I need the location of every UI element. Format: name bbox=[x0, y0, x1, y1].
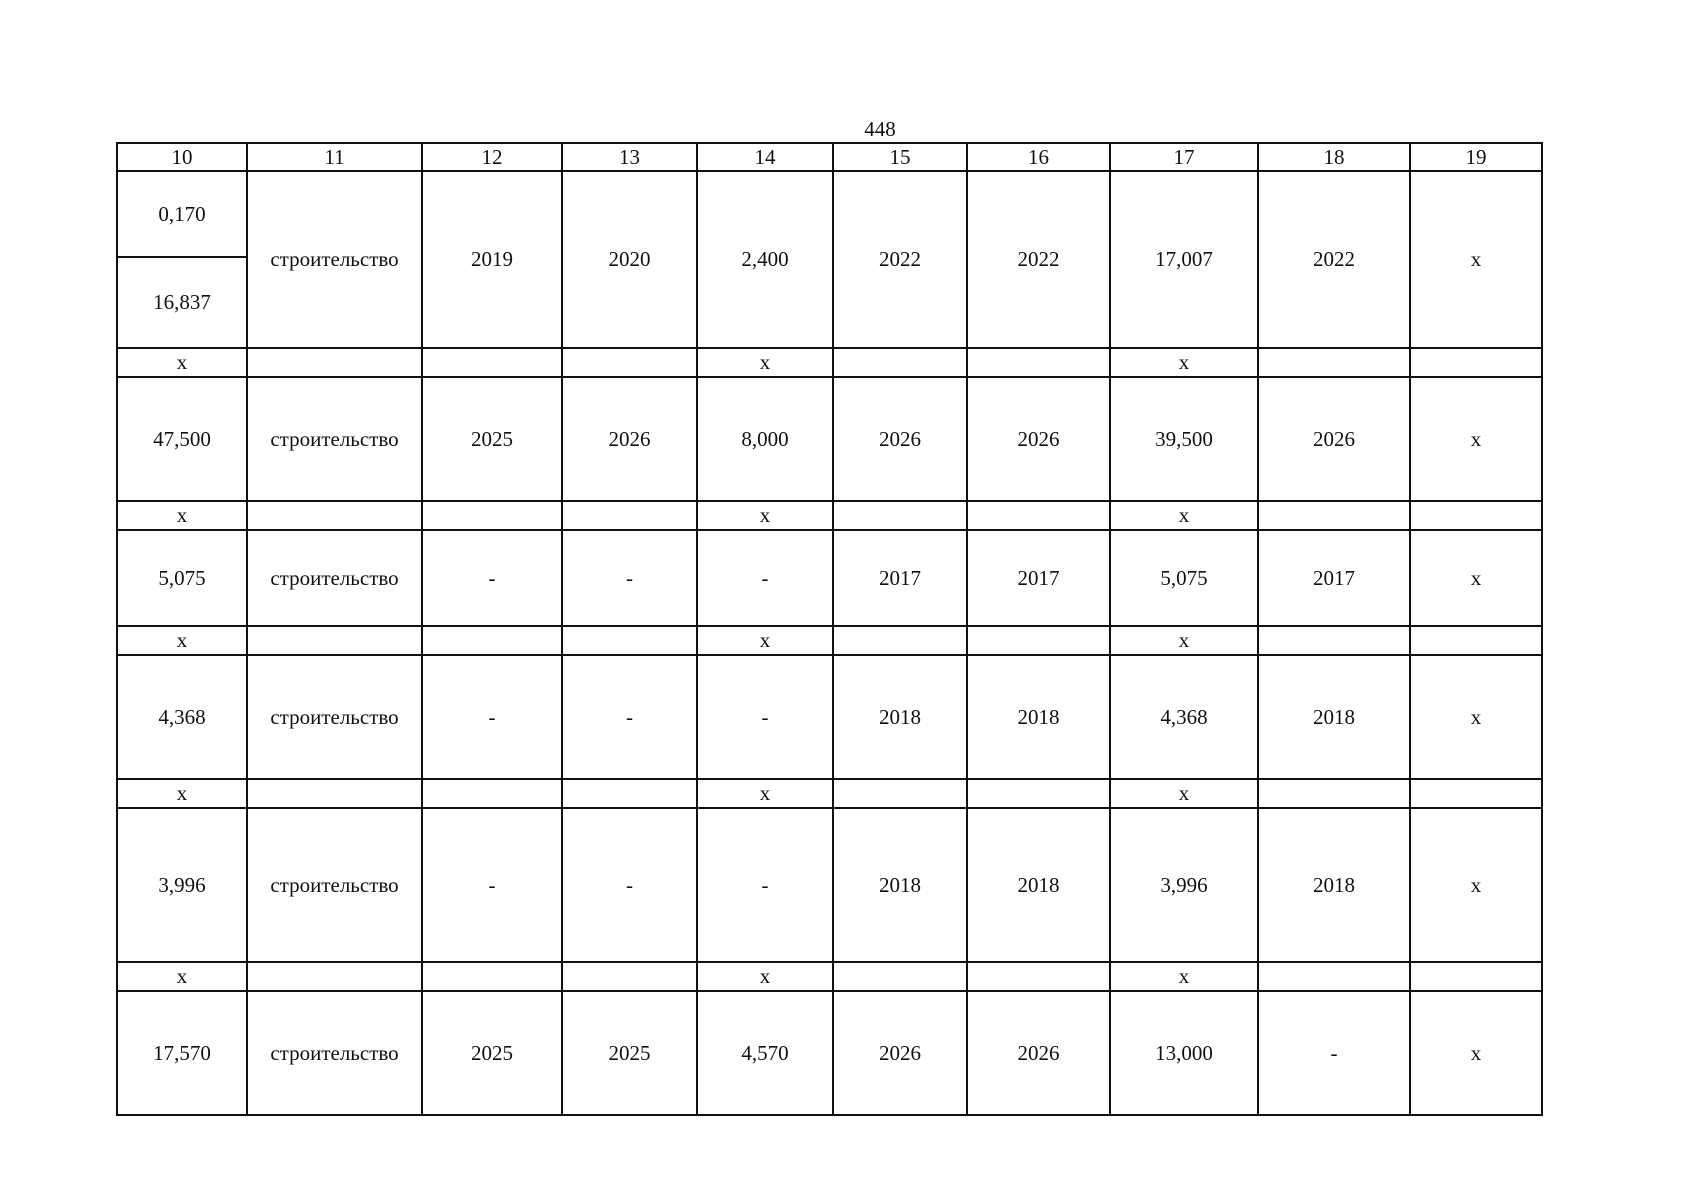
table-cell: 5,075 bbox=[1110, 530, 1258, 626]
table-cell: 2018 bbox=[833, 655, 967, 779]
table-cell bbox=[833, 501, 967, 530]
table-cell: x bbox=[117, 779, 247, 808]
table-cell: 2022 bbox=[833, 171, 967, 348]
split-cell bbox=[117, 171, 247, 348]
table-cell bbox=[422, 626, 562, 655]
table-cell bbox=[833, 348, 967, 377]
table-cell bbox=[967, 962, 1110, 991]
table-cell: x bbox=[697, 348, 833, 377]
table-cell bbox=[1258, 348, 1410, 377]
table-cell bbox=[1258, 501, 1410, 530]
header-cell: 17 bbox=[1110, 143, 1258, 171]
header-cell: 19 bbox=[1410, 143, 1542, 171]
table-cell: 2017 bbox=[1258, 530, 1410, 626]
table-row bbox=[117, 171, 1542, 348]
table-cell bbox=[422, 779, 562, 808]
table-cell: - bbox=[562, 530, 697, 626]
table-cell: 4,368 bbox=[117, 655, 247, 779]
table-cell: - bbox=[562, 655, 697, 779]
header-cell: 13 bbox=[562, 143, 697, 171]
table-cell: 2026 bbox=[833, 377, 967, 501]
table-cell bbox=[833, 779, 967, 808]
table-cell: 2026 bbox=[967, 377, 1110, 501]
table-cell: x bbox=[1410, 808, 1542, 962]
table-cell: строительство bbox=[247, 377, 422, 501]
table-cell: x bbox=[697, 626, 833, 655]
table-cell: 2018 bbox=[1258, 655, 1410, 779]
table-cell: 2026 bbox=[1258, 377, 1410, 501]
table-cell: x bbox=[1410, 991, 1542, 1115]
table-cell: 2017 bbox=[967, 530, 1110, 626]
table-cell: - bbox=[422, 530, 562, 626]
data-table bbox=[116, 142, 1543, 1116]
table-cell bbox=[1410, 501, 1542, 530]
table-row bbox=[117, 808, 1542, 962]
table-cell: 17,007 bbox=[1110, 171, 1258, 348]
table-cell: x bbox=[697, 501, 833, 530]
table-cell: x bbox=[697, 962, 833, 991]
x-row bbox=[117, 962, 1542, 991]
header-cell: 11 bbox=[247, 143, 422, 171]
page-number: 448 bbox=[864, 117, 896, 141]
table-cell: x bbox=[117, 501, 247, 530]
table-cell: x bbox=[1110, 348, 1258, 377]
table-cell: 47,500 bbox=[117, 377, 247, 501]
table-cell: 2022 bbox=[967, 171, 1110, 348]
header-cell: 18 bbox=[1258, 143, 1410, 171]
table-cell: - bbox=[1258, 991, 1410, 1115]
table-cell bbox=[562, 501, 697, 530]
table-cell: x bbox=[1410, 530, 1542, 626]
table-cell: - bbox=[422, 655, 562, 779]
table-row bbox=[117, 991, 1542, 1115]
split-table bbox=[118, 172, 246, 347]
table-cell: - bbox=[697, 655, 833, 779]
table-cell bbox=[1410, 779, 1542, 808]
table-cell bbox=[967, 626, 1110, 655]
table-cell bbox=[247, 348, 422, 377]
x-row bbox=[117, 501, 1542, 530]
header-cell: 16 bbox=[967, 143, 1110, 171]
table-cell bbox=[247, 779, 422, 808]
table-cell bbox=[247, 962, 422, 991]
table-cell: 2017 bbox=[833, 530, 967, 626]
table-cell: строительство bbox=[247, 991, 422, 1115]
table-cell: x bbox=[117, 962, 247, 991]
table-cell: 2026 bbox=[967, 991, 1110, 1115]
table-cell: 2020 bbox=[562, 171, 697, 348]
table-cell: 2026 bbox=[562, 377, 697, 501]
table-cell bbox=[247, 501, 422, 530]
table-cell: 2018 bbox=[1258, 808, 1410, 962]
table-cell: строительство bbox=[247, 530, 422, 626]
table-row bbox=[117, 377, 1542, 501]
header-cell: 12 bbox=[422, 143, 562, 171]
table-cell bbox=[562, 779, 697, 808]
table-cell: - bbox=[562, 808, 697, 962]
table-cell: 2018 bbox=[967, 808, 1110, 962]
table-cell: - bbox=[422, 808, 562, 962]
table-cell bbox=[1410, 962, 1542, 991]
table-cell: 16,837 bbox=[153, 290, 211, 314]
table-cell: x bbox=[1110, 501, 1258, 530]
header-cell: 14 bbox=[697, 143, 833, 171]
table-cell: 2018 bbox=[967, 655, 1110, 779]
table-body bbox=[117, 143, 1542, 1115]
table-cell: x bbox=[1410, 377, 1542, 501]
table-row bbox=[117, 530, 1542, 626]
table-cell bbox=[422, 348, 562, 377]
x-row bbox=[117, 779, 1542, 808]
table-cell bbox=[562, 626, 697, 655]
table-cell: x bbox=[1110, 779, 1258, 808]
table-cell: x bbox=[117, 348, 247, 377]
table-cell bbox=[833, 962, 967, 991]
table-cell: x bbox=[1110, 626, 1258, 655]
table-cell: 39,500 bbox=[1110, 377, 1258, 501]
table-cell: - bbox=[697, 808, 833, 962]
table-cell bbox=[1258, 962, 1410, 991]
table-cell bbox=[833, 626, 967, 655]
table-cell: 13,000 bbox=[1110, 991, 1258, 1115]
header-row bbox=[117, 143, 1542, 171]
table-cell bbox=[562, 962, 697, 991]
table-cell bbox=[1410, 348, 1542, 377]
table-cell: 3,996 bbox=[1110, 808, 1258, 962]
table-cell: строительство bbox=[247, 171, 422, 348]
table-cell: 4,570 bbox=[697, 991, 833, 1115]
table-cell: 2022 bbox=[1258, 171, 1410, 348]
header-cell: 10 bbox=[117, 143, 247, 171]
table-cell: x bbox=[1110, 962, 1258, 991]
table-cell: 4,368 bbox=[1110, 655, 1258, 779]
table-cell: 3,996 bbox=[117, 808, 247, 962]
table-cell: 2025 bbox=[562, 991, 697, 1115]
table-cell bbox=[1410, 626, 1542, 655]
table-cell: - bbox=[697, 530, 833, 626]
table-cell: x bbox=[1410, 655, 1542, 779]
table-cell bbox=[247, 626, 422, 655]
table-cell bbox=[562, 348, 697, 377]
table-row bbox=[117, 655, 1542, 779]
table-cell: 5,075 bbox=[117, 530, 247, 626]
table-cell bbox=[422, 501, 562, 530]
table-cell: x bbox=[1410, 171, 1542, 348]
table-cell bbox=[967, 779, 1110, 808]
table-cell: 2025 bbox=[422, 377, 562, 501]
header-cell: 15 bbox=[833, 143, 967, 171]
table-cell: 2018 bbox=[833, 808, 967, 962]
table-cell bbox=[1258, 779, 1410, 808]
x-row bbox=[117, 348, 1542, 377]
table-cell: 2025 bbox=[422, 991, 562, 1115]
table-cell bbox=[1258, 626, 1410, 655]
table-cell bbox=[422, 962, 562, 991]
table-cell: строительство bbox=[247, 808, 422, 962]
table-cell: 2026 bbox=[833, 991, 967, 1115]
x-row bbox=[117, 626, 1542, 655]
table-cell: строительство bbox=[247, 655, 422, 779]
table-cell: 0,170 bbox=[118, 172, 246, 257]
table-cell bbox=[967, 348, 1110, 377]
table-cell: 8,000 bbox=[697, 377, 833, 501]
table-cell: x bbox=[117, 626, 247, 655]
table-cell: 17,570 bbox=[117, 991, 247, 1115]
table-cell: x bbox=[697, 779, 833, 808]
table-cell bbox=[967, 501, 1110, 530]
table-cell: 2,400 bbox=[697, 171, 833, 348]
table-cell: 2019 bbox=[422, 171, 562, 348]
